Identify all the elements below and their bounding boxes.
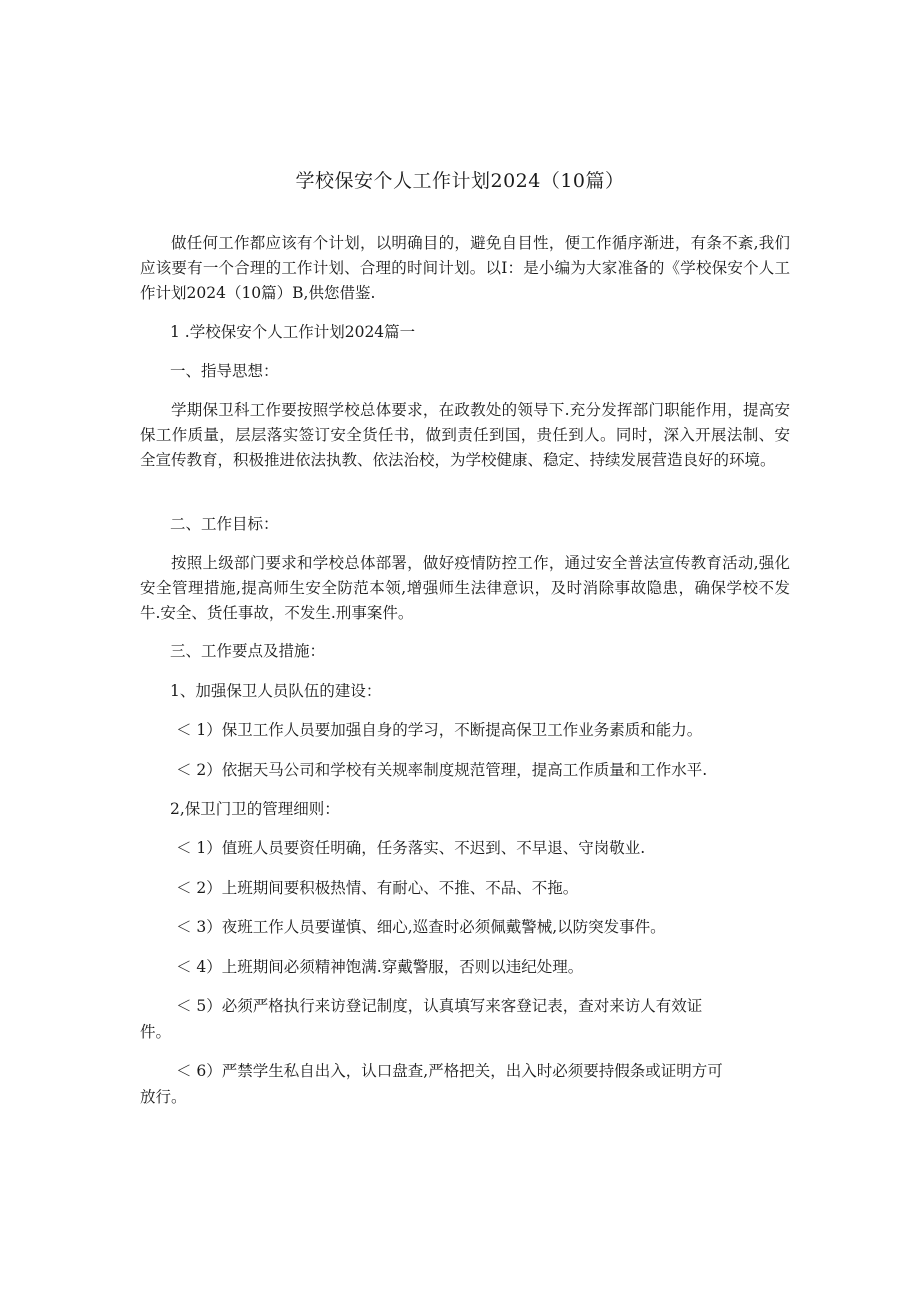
section-body-guiding-ideas: 学期保卫科工作要按照学校总体要求，在政教处的领导下.充分发挥部门职能作用，提高安保工作质量，层层落实签订安全货任书，做到责任到国，贵任到人。同时，深入开展法制、安全宣传教育，积极推进依法执教、依法治校，为学校健康、稳定、持续发展营造良好的环境。 <box>140 401 790 469</box>
list-item: ＜ 4）上班期间必须精神饱满.穿戴警服，否则以违纪处理。 <box>176 958 584 976</box>
list-item: ＜ 2）依据天马公司和学校有关规率制度规范管理，提高工作质量和工作水平. <box>176 761 708 779</box>
list-item: ＜ 1）保卫工作人员要加强自身的学习，不断提高保卫工作业务素质和能力。 <box>176 721 703 739</box>
section-heading-key-points: 三、工作要点及措施： <box>170 642 326 660</box>
list-item: ＜ 3）夜班工作人员要谨慎、细心,巡查时必须佩戴警械,以防突发事件。 <box>176 918 666 936</box>
part-heading: 1 .学校保安个人工作计划2024篇一 <box>170 323 416 341</box>
section-heading-guiding-ideas: 一、指导思想： <box>170 362 279 380</box>
list-item: ＜ 2）上班期间要积极热情、有耐心、不推、不品、不拖。 <box>176 879 579 897</box>
list-item: ＜ 6）严禁学生私自出入，认口盘查,严格把关，出入时必须要持假条或证明方可 <box>176 1062 723 1080</box>
intro-paragraph: 做任何工作都应该有个计划，以明确目的，避免自目性，便工作循序渐进，有条不紊,我们应该要有一个合理的工作计划、合理的时间计划。以I：是小编为大家准备的《学校保安个人工作计划2024（10篇）B,供您借鉴. <box>140 234 790 302</box>
list-item: ＜ 5）必须严格执行来访登记制度，认真填写来客登记表，查对来访人有效证 <box>176 997 703 1015</box>
list-item: ＜ 1）值班人员要资任明确，任务落实、不迟到、不早退、守岗敬业. <box>176 839 646 857</box>
item-heading-team-building: 1、加强保卫人员队伍的建设： <box>170 682 382 700</box>
document-title: 学校保安个人工作计划2024（10篇） <box>295 170 625 192</box>
item-heading-gate-rules: 2,保卫门卫的管理细则： <box>170 800 340 818</box>
section-body-work-goals: 按照上级部门要求和学校总体部署，做好疫情防控工作，通过安全普法宣传教育活动,强化安全管理措施,提高师生安全防范本领,增强师生法律意识，及时消除事故隐患，确保学校不发牛.安全、货任事故，不发生.刑事案件。 <box>140 554 790 622</box>
list-item-continuation: 件。 <box>140 1023 172 1041</box>
section-heading-work-goals: 二、工作目标： <box>170 515 279 533</box>
list-item-continuation: 放行。 <box>140 1088 187 1106</box>
